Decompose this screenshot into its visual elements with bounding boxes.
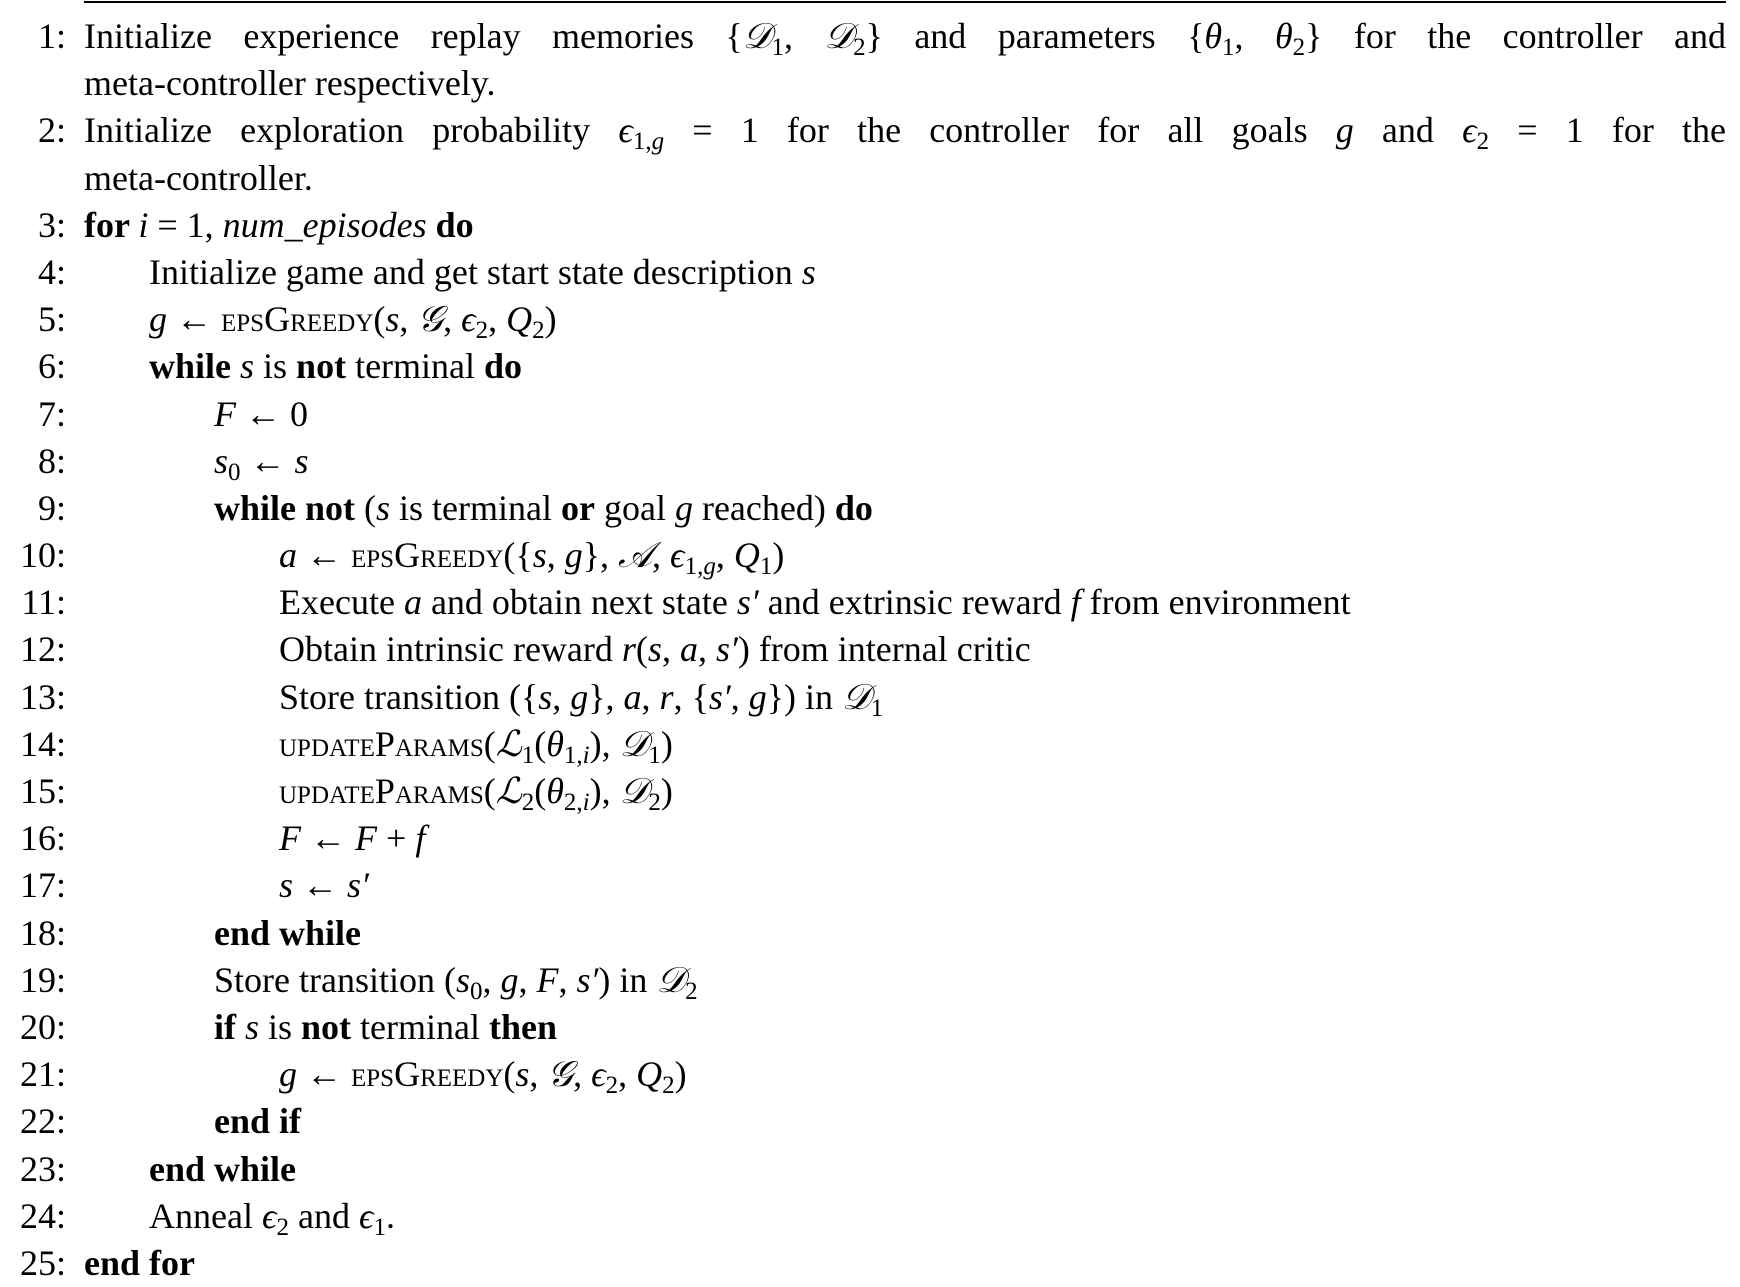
algorithm-line <box>0 815 1726 862</box>
subscript: 2 <box>1292 34 1306 61</box>
text-token: , <box>399 299 418 340</box>
text-token: ( <box>483 723 496 764</box>
text-token: ( <box>635 629 648 670</box>
math-token: s <box>455 959 470 1000</box>
line-number: 17: <box>19 865 66 906</box>
line-number: 6: <box>37 346 66 387</box>
math-token: s <box>515 1054 530 1095</box>
algorithm-line <box>0 391 1726 438</box>
top-rule <box>84 1 1726 3</box>
text-token: ) <box>772 535 785 576</box>
line-text <box>214 1004 1726 1051</box>
text-token: = 1 for the controller for all goals <box>664 110 1336 151</box>
math-token: 𝒟 <box>842 676 871 717</box>
text-token: , <box>558 959 577 1000</box>
math-token: ϵ <box>591 1054 606 1095</box>
text-token: + <box>377 818 416 859</box>
text-token: , <box>661 629 680 670</box>
line-number: 22: <box>19 1101 66 1142</box>
subscript: 1 <box>771 34 784 61</box>
line-number: 20: <box>19 1006 66 1047</box>
math-token: g <box>570 676 589 717</box>
math-token: ϵ <box>358 1195 374 1236</box>
keyword-token: end while <box>214 912 362 953</box>
line-number: 15: <box>19 771 66 811</box>
subscript: 2, <box>563 789 583 816</box>
subscript: 2 <box>1476 128 1490 156</box>
text-token: , <box>697 629 716 670</box>
function-name: updateParams <box>279 723 484 764</box>
subscript: 2 <box>605 1072 619 1100</box>
math-token: s′ <box>347 865 369 906</box>
line-text <box>84 155 1726 202</box>
algorithm-line <box>0 60 1726 107</box>
algorithm-line <box>0 1051 1726 1098</box>
text-token: Anneal <box>149 1195 262 1236</box>
math-token: ϵ <box>1462 110 1477 151</box>
math-token: g <box>748 676 767 717</box>
algorithm-line <box>0 1004 1726 1051</box>
algorithm-line <box>0 107 1726 154</box>
math-token: 𝒟 <box>619 723 649 764</box>
text-token: Obtain intrinsic reward <box>279 629 622 670</box>
math-token: a <box>279 535 297 576</box>
text-token: ), <box>589 723 620 764</box>
line-text <box>84 202 1726 249</box>
line-text <box>84 60 1726 107</box>
text-token: , <box>482 959 501 1000</box>
function-name: updateParams <box>279 771 484 811</box>
algorithm-line <box>0 626 1726 673</box>
line-text <box>84 107 1726 154</box>
math-token: F <box>355 818 377 859</box>
text-token: = 1, <box>148 204 223 245</box>
line-text <box>214 1098 1726 1145</box>
subscript: 2 <box>521 789 535 816</box>
line-text <box>149 249 1726 296</box>
line-number: 14: <box>19 723 66 764</box>
algorithm-line <box>0 579 1726 626</box>
math-token: g <box>1335 110 1354 151</box>
text-token: Execute <box>279 582 404 623</box>
math-token: F <box>279 818 301 859</box>
line-text <box>279 721 1726 768</box>
math-token: s <box>385 299 400 340</box>
text-token: and extrinsic reward <box>758 582 1071 623</box>
text-token: ← <box>240 440 295 481</box>
line-number: 2: <box>37 110 66 151</box>
subscript: i <box>582 741 590 769</box>
text-token: , <box>618 1054 637 1095</box>
math-token: s <box>376 487 391 528</box>
text-token: ( <box>503 1054 516 1095</box>
text-token: ← <box>293 865 348 906</box>
algorithm-line <box>0 438 1726 485</box>
algorithm-line <box>0 957 1726 1004</box>
text-token: , <box>641 676 660 717</box>
line-text <box>279 815 1726 862</box>
math-token: num_episodes <box>222 204 427 245</box>
text-token: ← <box>297 535 351 576</box>
line-text <box>279 579 1726 626</box>
text-token: is <box>259 1006 302 1047</box>
line-text <box>279 626 1726 673</box>
subscript: 0 <box>469 977 483 1005</box>
text-token: ({ <box>503 535 533 576</box>
subscript: 2 <box>276 1213 289 1241</box>
line-number: 16: <box>19 818 66 859</box>
math-token: s <box>279 865 294 906</box>
text-token: Initialize game and get start state description <box>149 251 802 292</box>
text-token: = 1 for the <box>1489 110 1726 151</box>
line-number: 4: <box>37 251 66 292</box>
math-token: s′ <box>708 676 731 717</box>
keyword-token: then <box>489 1006 558 1047</box>
text-token: , <box>529 1054 548 1095</box>
line-text <box>279 674 1726 721</box>
subscript: 2 <box>475 317 489 345</box>
math-token: 𝒢 <box>417 299 444 340</box>
math-token: 𝒢 <box>547 1054 574 1095</box>
line-number: 12: <box>19 629 66 670</box>
math-token: s′ <box>576 959 599 1000</box>
line-text <box>149 343 1726 390</box>
text-token: , <box>546 535 565 576</box>
line-text <box>149 296 1726 343</box>
text-token: meta-controller. <box>84 157 313 198</box>
text-token: }, <box>582 535 618 576</box>
text-token: , <box>652 535 671 576</box>
text-token: , <box>730 676 749 717</box>
math-token: 𝒟 <box>824 16 854 56</box>
keyword-token: end while <box>149 1148 297 1189</box>
keyword-token: for <box>84 204 139 245</box>
text-token: is <box>254 346 297 387</box>
text-token: , <box>488 299 507 340</box>
text-token: Store transition ( <box>214 959 456 1000</box>
subscript: 1, <box>684 553 704 581</box>
math-token: θ <box>1274 16 1293 56</box>
math-token: Q <box>636 1054 663 1095</box>
text-token: ( <box>373 299 386 340</box>
math-token: 𝒟 <box>619 771 649 811</box>
math-token: g <box>564 535 583 576</box>
line-text <box>279 768 1726 815</box>
math-token: r <box>659 676 674 717</box>
math-token: θ <box>1204 16 1223 56</box>
text-token: terminal <box>351 1006 489 1047</box>
math-token: s <box>801 251 816 292</box>
algorithm-line <box>0 343 1726 390</box>
math-token: ℒ <box>495 771 522 811</box>
text-token: }, <box>588 676 624 717</box>
text-token: ) <box>674 1054 687 1095</box>
text-token: ) <box>660 723 673 764</box>
text-token: from environment <box>1080 582 1351 623</box>
text-token: Store transition ({ <box>279 676 539 717</box>
math-token: a <box>679 629 698 670</box>
text-token: ← <box>301 818 355 859</box>
text-token: }) in <box>766 676 843 717</box>
algorithm-line <box>0 155 1726 202</box>
algorithm-line <box>0 1240 1726 1287</box>
keyword-token: do <box>834 487 873 528</box>
math-token: f <box>1070 582 1081 623</box>
math-token: ϵ <box>618 110 633 151</box>
line-text <box>279 532 1726 579</box>
text-token: ( <box>534 723 547 764</box>
text-token: is terminal <box>390 487 561 528</box>
math-token: F <box>536 959 559 1000</box>
text-token: , <box>552 676 571 717</box>
subscript: 1 <box>759 553 773 581</box>
line-number: 9: <box>37 487 66 528</box>
math-token: ϵ <box>261 1195 277 1236</box>
math-token: s <box>538 676 553 717</box>
algorithm-line <box>0 1193 1726 1240</box>
math-token: θ <box>546 771 564 811</box>
text-token: , <box>518 959 537 1000</box>
subscript: 1, <box>563 741 583 769</box>
algorithm-line <box>0 532 1726 579</box>
text-token: terminal <box>346 346 485 387</box>
algorithm-line <box>0 862 1726 909</box>
text-token: ( <box>483 771 496 811</box>
math-token: s <box>214 440 229 481</box>
text-token: ← <box>167 299 221 340</box>
text-token: and <box>1353 110 1463 151</box>
text-token: ) <box>544 299 557 340</box>
math-token: 𝒟 <box>656 959 686 1000</box>
line-text <box>149 1146 1726 1193</box>
math-token: Q <box>506 299 533 340</box>
math-token: s <box>240 346 255 387</box>
math-token: 𝒟 <box>742 16 772 56</box>
math-token: g <box>279 1054 297 1095</box>
subscript: 1 <box>1222 34 1235 61</box>
math-token: θ <box>546 723 564 764</box>
algorithm-line <box>0 296 1726 343</box>
function-name: epsGreedy <box>221 299 374 340</box>
text-token: ( <box>534 771 547 811</box>
text-token: , <box>715 535 734 576</box>
text-token: reached) <box>692 487 835 528</box>
line-number: 10: <box>19 535 66 576</box>
algorithm-line <box>0 249 1726 296</box>
algorithm-line <box>0 1146 1726 1193</box>
text-token: Initialize experience replay memories { <box>84 16 743 56</box>
line-text <box>214 485 1726 532</box>
line-text <box>214 910 1726 957</box>
keyword-token: not <box>296 346 347 387</box>
line-text <box>279 1051 1726 1098</box>
math-token: i <box>138 204 149 245</box>
text-token: } for the controller and <box>1305 16 1727 56</box>
subscript: 2 <box>648 789 661 816</box>
subscript: 1 <box>373 1213 386 1241</box>
math-token: g <box>500 959 519 1000</box>
math-token: g <box>674 487 693 528</box>
math-token: F <box>214 393 236 434</box>
text-token: and <box>288 1195 359 1236</box>
keyword-token: do <box>484 346 523 387</box>
math-token: a <box>623 676 642 717</box>
subscript: 2 <box>532 317 545 345</box>
keyword-token: end if <box>214 1101 302 1142</box>
text-token: ), <box>589 771 620 811</box>
math-token: g <box>149 299 167 340</box>
subscript: 2 <box>662 1072 675 1100</box>
line-number: 23: <box>19 1148 66 1189</box>
text-token: ← 0 <box>236 393 308 434</box>
line-text <box>84 13 1726 60</box>
text-token: goal <box>594 487 675 528</box>
keyword-token: if <box>214 1006 245 1047</box>
math-token: s <box>532 535 547 576</box>
line-text <box>214 391 1726 438</box>
subscript: 1 <box>648 741 661 769</box>
text-token: and obtain next state <box>421 582 737 623</box>
math-token: Q <box>733 535 760 576</box>
text-token: meta-controller respectively. <box>84 63 496 104</box>
subscript: 1, <box>632 128 652 156</box>
subscript: 2 <box>853 34 866 61</box>
keyword-token: while not <box>214 487 356 528</box>
algorithm-line <box>0 674 1726 721</box>
line-number: 21: <box>19 1054 66 1095</box>
algorithm-line <box>0 910 1726 957</box>
algorithm-line <box>0 202 1726 249</box>
math-token: s <box>245 1006 260 1047</box>
text-token: ) from internal critic <box>737 629 1031 670</box>
subscript: 1 <box>870 694 884 722</box>
line-number: 19: <box>19 959 66 1000</box>
math-token: ϵ <box>461 299 476 340</box>
text-token: . <box>385 1195 395 1236</box>
math-token: s <box>647 629 662 670</box>
line-number: 13: <box>19 676 66 717</box>
text-token: ) in <box>598 959 657 1000</box>
algorithm-line <box>0 485 1726 532</box>
algorithm-line <box>0 13 1726 60</box>
algorithm-line <box>0 768 1726 815</box>
line-number: 18: <box>19 912 66 953</box>
keyword-token: not <box>301 1006 352 1047</box>
math-token: s′ <box>715 629 738 670</box>
math-token: 𝒜 <box>617 535 653 576</box>
algorithm-block <box>0 13 1726 1287</box>
math-token: s <box>294 440 309 481</box>
math-token: ϵ <box>670 535 685 576</box>
subscript: 2 <box>685 977 698 1005</box>
subscript: i <box>582 789 590 816</box>
line-number: 25: <box>19 1242 66 1283</box>
text-token: , <box>1234 16 1275 56</box>
function-name: epsGreedy <box>351 1054 504 1095</box>
line-text <box>84 1240 1726 1287</box>
subscript: 1 <box>521 741 535 769</box>
function-name: epsGreedy <box>351 535 504 576</box>
line-text <box>149 1193 1726 1240</box>
line-number: 1: <box>37 16 66 56</box>
keyword-token: while <box>149 346 241 387</box>
line-number: 7: <box>37 393 66 434</box>
math-token: r <box>621 629 636 670</box>
text-token: , { <box>673 676 709 717</box>
math-token: ℒ <box>495 723 522 764</box>
text-token: ) <box>660 771 673 811</box>
text-token: , <box>783 16 825 56</box>
text-token: , <box>573 1054 592 1095</box>
math-token: s′ <box>736 582 759 623</box>
keyword-token: end for <box>84 1242 195 1283</box>
subscript: g <box>651 128 665 156</box>
keyword-token: or <box>561 487 595 528</box>
line-number: 3: <box>37 204 66 245</box>
text-token: ( <box>355 487 377 528</box>
math-token: f <box>415 818 426 859</box>
line-number: 8: <box>37 440 66 481</box>
subscript: g <box>703 553 716 581</box>
text-token: , <box>443 299 462 340</box>
line-text <box>214 957 1726 1004</box>
line-text <box>279 862 1726 909</box>
line-text <box>214 438 1726 485</box>
line-number: 5: <box>37 299 66 340</box>
algorithm-line <box>0 721 1726 768</box>
algorithm-line <box>0 1098 1726 1145</box>
text-token: ← <box>297 1054 351 1095</box>
keyword-token: do <box>426 204 474 245</box>
text-token: Initialize exploration probability <box>84 110 619 151</box>
line-number: 24: <box>19 1195 66 1236</box>
subscript: 0 <box>228 458 241 486</box>
math-token: a <box>403 582 422 623</box>
text-token: } and parameters { <box>865 16 1205 56</box>
line-number: 11: <box>21 582 66 623</box>
